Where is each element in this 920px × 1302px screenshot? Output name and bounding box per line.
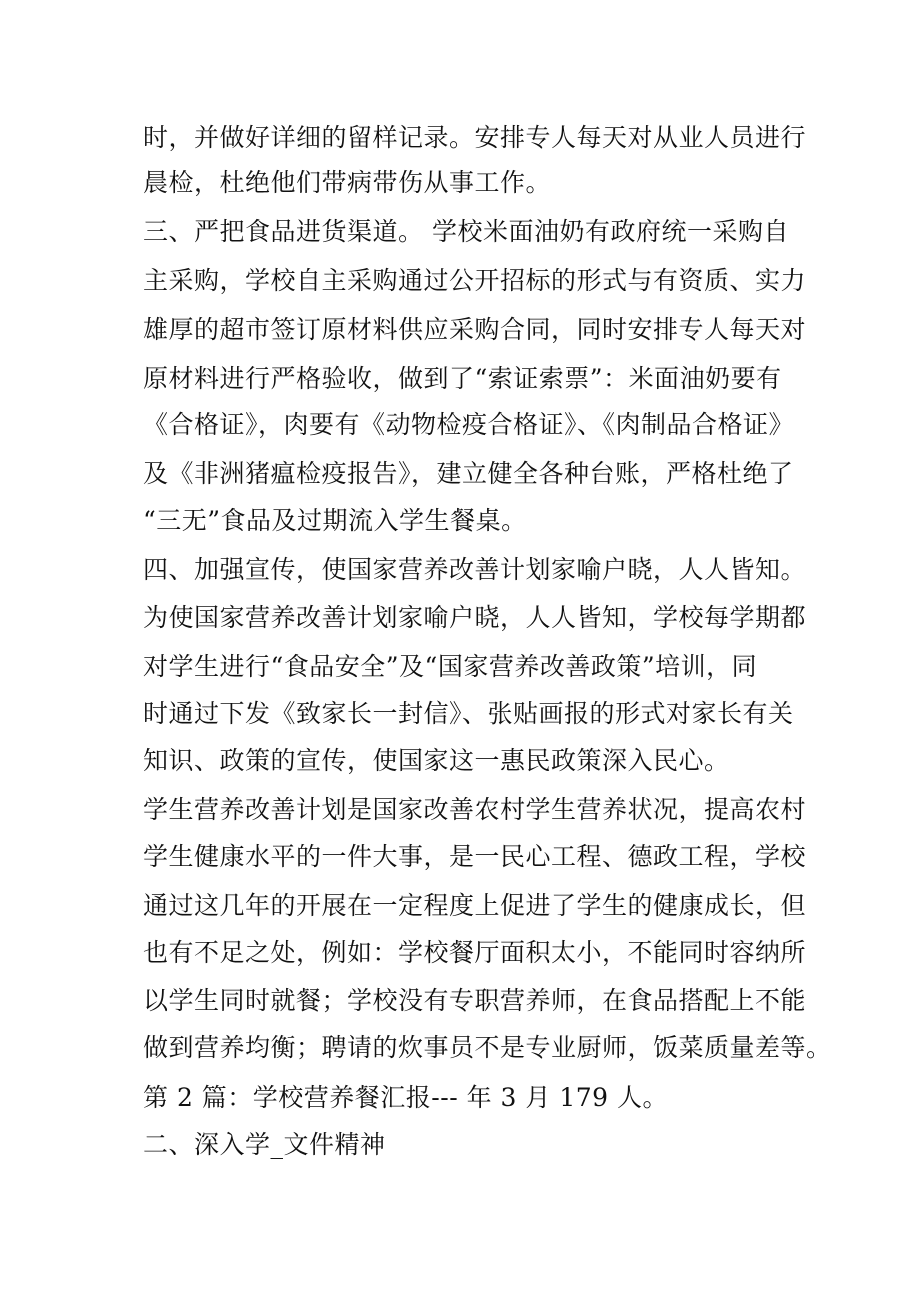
text-line-9: “三无”食品及过期流入学生餐桌。	[143, 506, 527, 535]
text-line-2: 晨检，杜绝他们带病带伤从事工作。	[143, 168, 552, 197]
text-line-7: 《合格证》，肉要有《动物检疫合格证》、《肉制品合格证》	[143, 410, 795, 439]
text-line-20: 做到营养均衡；聘请的炊事员不是专业厨师，饭菜质量差等。	[143, 1033, 832, 1062]
section-4-heading-line: 四、加强宣传，使国家营养改善计划家喻户晓，人人皆知。	[143, 555, 807, 584]
text-line-18: 也有不足之处，例如：学校餐厅面积太小，不能同时容纳所	[143, 938, 807, 967]
text-line-13: 时通过下发《致家长一封信》、张贴画报的形式对家长有关	[143, 699, 794, 728]
text-line-16: 学生健康水平的一件大事，是一民心工程、德政工程，学校	[143, 842, 807, 871]
section-3-heading-line: 三、严把食品进货渠道。 学校米面油奶有政府统一采购自	[143, 217, 789, 246]
text-line-11: 为使国家营养改善计划家喻户晓，人人皆知，学校每学期都	[143, 603, 807, 632]
text-line-8: 及《非洲猪瘟检疫报告》，建立健全各种台账，严格杜绝了	[143, 459, 794, 488]
chapter-2-title-line: 第 2 篇：学校营养餐汇报--- 年 3 月 179 人。	[143, 1083, 668, 1112]
text-line-4: 主采购，学校自主采购通过公开招标的形式与有资质、实力	[143, 266, 807, 295]
text-line-1: 时，并做好详细的留样记录。安排专人每天对从业人员进行	[143, 123, 807, 152]
text-line-15: 学生营养改善计划是国家改善农村学生营养状况，提高农村	[143, 795, 807, 824]
text-line-14: 知识、政策的宣传，使国家这一惠民政策深入民心。	[143, 746, 730, 775]
text-line-5: 雄厚的超市签订原材料供应采购合同，同时安排专人每天对	[143, 315, 807, 344]
text-line-17: 通过这几年的开展在一定程度上促进了学生的健康成长，但	[143, 891, 807, 920]
text-line-12: 对学生进行“食品安全”及“国家营养改善政策”培训，同	[143, 652, 758, 681]
section-2-heading-line: 二、深入学_文件精神	[143, 1130, 386, 1159]
text-line-6: 原材料进行严格验收，做到了“索证索票”：米面油奶要有	[143, 364, 782, 393]
text-line-19: 以学生同时就餐；学校没有专职营养师，在食品搭配上不能	[143, 986, 807, 1015]
